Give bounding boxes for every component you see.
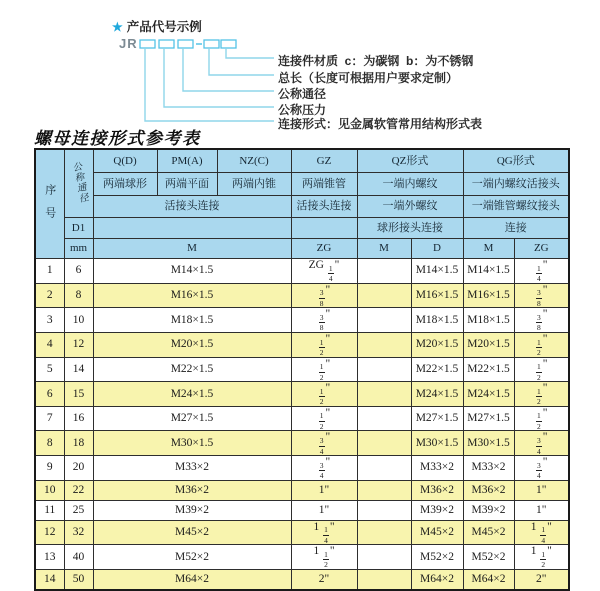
code-box-4 [204,40,219,48]
cell-m: M24×1.5 [93,382,291,407]
cell-m: M36×2 [93,480,291,500]
cell-qg-m: M24×1.5 [463,382,514,407]
cell-m: M52×2 [93,545,291,570]
header-form-qd: Q(D) [93,149,157,173]
table-row [35,357,569,382]
diagram-heading [112,17,202,35]
cell-zg: $\frac{1}{2}$ " [291,357,357,382]
cell-m: M64×2 [93,569,291,590]
header-desc-qz: 一端内螺纹 [357,173,463,196]
cell-qz-d: M39×2 [411,500,463,520]
cell-qg-m: M45×2 [463,520,514,545]
cell-seq: 5 [35,357,64,382]
header-connect: 连接 [463,218,569,239]
cell-qz-d: M33×2 [411,456,463,481]
table-row [35,382,569,407]
header-seq-no [35,149,64,259]
cell-m: M45×2 [93,520,291,545]
header-desc-gz: 两端锥管 [291,173,357,196]
cell-qg-zg: $\frac{3}{8}$ " [514,308,569,333]
table-row [35,520,569,545]
cell-dn: 8 [64,283,93,308]
cell-seq: 2 [35,283,64,308]
table-row [35,545,569,570]
cell-dn: 10 [64,308,93,333]
cell-seq: 8 [35,431,64,456]
cell-qg-m: M20×1.5 [463,332,514,357]
cell-m: M39×2 [93,500,291,520]
header-union-gz: 活接头连接 [291,196,357,218]
cell-dn: 14 [64,357,93,382]
cell-qg-zg: 2" [514,569,569,590]
cell-qz-m [357,332,411,357]
code-box-1 [140,40,155,48]
cell-qz-d: M18×1.5 [411,308,463,333]
connector-line-pressure [164,48,274,107]
cell-zg: $\frac{3}{4}$ " [291,431,357,456]
header-desc-nzc: 两端内锥 [217,173,291,196]
table-row [35,480,569,500]
header-form-nzc: NZ(C) [217,149,291,173]
header-blank-gz [291,218,357,239]
cell-dn: 50 [64,569,93,590]
cell-qg-m: M64×2 [463,569,514,590]
cell-qg-m: M16×1.5 [463,283,514,308]
header-col-qg-zg: ZG [514,239,569,259]
cell-qz-d: M64×2 [411,569,463,590]
table-row [35,259,569,284]
cell-dn: 6 [64,259,93,284]
cell-seq: 10 [35,480,64,500]
cell-dn: 32 [64,520,93,545]
cell-qz-d: M24×1.5 [411,382,463,407]
header-row-descriptions [35,173,569,196]
cell-zg: $\frac{1}{2}$ " [291,382,357,407]
header-col-qg-m: M [463,239,514,259]
cell-qg-zg: $\frac{1}{2}$ " [514,406,569,431]
header-col-qz-d: D [411,239,463,259]
cell-seq: 12 [35,520,64,545]
cell-qg-zg: $\frac{3}{4}$ " [514,456,569,481]
cell-m: M30×1.5 [93,431,291,456]
cell-zg: 2" [291,569,357,590]
cell-seq: 14 [35,569,64,590]
table-title: 螺母连接形式参考表 [34,129,201,148]
table-row [35,431,569,456]
cell-qg-m: M30×1.5 [463,431,514,456]
cell-qz-m [357,406,411,431]
cell-m: M22×1.5 [93,357,291,382]
cell-dn: 22 [64,480,93,500]
cell-qg-zg: 1 $\frac{1}{2}$ " [514,545,569,570]
cell-zg: $\frac{3}{4}$ " [291,456,357,481]
header-row-forms [35,149,569,173]
callout-length: 总长（长度可根据用户要求定制） [278,71,459,85]
cell-qz-d: M30×1.5 [411,431,463,456]
header-form-gz: GZ [291,149,357,173]
header-form-pma: PM(A) [157,149,217,173]
cell-zg: 1 $\frac{1}{2}$ " [291,545,357,570]
cell-qg-zg: $\frac{3}{4}$ " [514,431,569,456]
cell-qz-d: M20×1.5 [411,332,463,357]
header-form-qz: QZ形式 [357,149,463,173]
cell-zg: 1" [291,500,357,520]
cell-dn: 15 [64,382,93,407]
cell-seq: 1 [35,259,64,284]
cell-m: M18×1.5 [93,308,291,333]
cell-qz-m [357,259,411,284]
header-d1: D1 [64,218,93,239]
cell-qz-m [357,382,411,407]
cell-qz-m [357,500,411,520]
header-form-qg: QG形式 [463,149,569,173]
cell-seq: 11 [35,500,64,520]
header-col-m: M [93,239,291,259]
header-desc-qd: 两端球形 [93,173,157,196]
cell-qz-m [357,569,411,590]
callout-material: 连接件材质 c：为碳钢 b：为不锈钢 [278,54,474,68]
header-mm: mm [64,239,93,259]
cell-qz-m [357,456,411,481]
cell-qg-m: M18×1.5 [463,308,514,333]
cell-qg-zg: $\frac{1}{4}$ " [514,259,569,284]
cell-m: M16×1.5 [93,283,291,308]
cell-qg-m: M36×2 [463,480,514,500]
cell-qz-d: M22×1.5 [411,357,463,382]
cell-zg: $\frac{1}{2}$ " [291,332,357,357]
table-row [35,308,569,333]
header-blank-left [93,218,291,239]
cell-m: M27×1.5 [93,406,291,431]
table-row [35,456,569,481]
table-row [35,406,569,431]
cell-dn: 16 [64,406,93,431]
cell-dn: 12 [64,332,93,357]
header-col-zg: ZG [291,239,357,259]
cell-dn: 40 [64,545,93,570]
table-row [35,332,569,357]
cell-dn: 18 [64,431,93,456]
seq-no-label: 序号 [43,184,56,231]
header-row-units [35,239,569,259]
code-box-5 [221,40,236,48]
cell-zg: ZG $\frac{1}{4}$ " [291,259,357,284]
connector-line-diameter [183,48,274,91]
cell-qg-zg: $\frac{1}{2}$ " [514,332,569,357]
cell-seq: 13 [35,545,64,570]
header-nominal-diameter [64,149,93,218]
cell-qg-zg: $\frac{1}{2}$ " [514,382,569,407]
cell-qz-m [357,308,411,333]
cell-qg-m: M22×1.5 [463,357,514,382]
header-row-connection [35,196,569,218]
cell-zg: 1" [291,480,357,500]
code-box-2 [159,40,174,48]
callout-pressure: 公称压力 [278,103,327,117]
cell-qz-d: M27×1.5 [411,406,463,431]
cell-qg-m: M52×2 [463,545,514,570]
table-row [35,500,569,520]
table-row [35,283,569,308]
nut-connection-table [34,148,570,591]
cell-zg: $\frac{3}{8}$ " [291,308,357,333]
code-box-3 [178,40,193,48]
cell-m: M14×1.5 [93,259,291,284]
cell-qg-m: M14×1.5 [463,259,514,284]
header-desc-qg: 一端内螺纹活接头 [463,173,569,196]
cell-qz-d: M36×2 [411,480,463,500]
code-prefix: JR [119,36,138,51]
cell-qz-d: M14×1.5 [411,259,463,284]
product-code-diagram [0,0,600,132]
header-ball-joint: 球形接头连接 [357,218,463,239]
cell-dn: 20 [64,456,93,481]
cell-qz-m [357,480,411,500]
cell-qg-zg: 1" [514,500,569,520]
nominal-diameter-label: 公称通径 [69,161,89,205]
cell-seq: 9 [35,456,64,481]
header-col-qz-m: M [357,239,411,259]
cell-dn: 25 [64,500,93,520]
cell-qz-m [357,431,411,456]
cell-qg-zg: 1" [514,480,569,500]
cell-seq: 4 [35,332,64,357]
cell-qg-m: M39×2 [463,500,514,520]
cell-m: M33×2 [93,456,291,481]
cell-seq: 3 [35,308,64,333]
cell-zg: $\frac{1}{2}$ " [291,406,357,431]
connector-line-length [209,48,274,75]
header-row-joint [35,218,569,239]
callout-diameter: 公称通径 [278,87,327,101]
cell-zg: 1 $\frac{1}{4}$ " [291,520,357,545]
cell-qg-m: M27×1.5 [463,406,514,431]
cell-qz-m [357,357,411,382]
diagram-heading-text: 产品代号示例 [126,20,202,34]
cell-qg-zg: $\frac{1}{2}$ " [514,357,569,382]
table-row [35,569,569,590]
connector-line-material [226,48,274,58]
cell-qz-m [357,545,411,570]
cell-qg-zg: $\frac{3}{8}$ " [514,283,569,308]
cell-zg: $\frac{3}{8}$ " [291,283,357,308]
cell-qz-d: M16×1.5 [411,283,463,308]
cell-qg-m: M33×2 [463,456,514,481]
header-taper-thread-joint: 一端锥管螺纹接头 [463,196,569,218]
star-icon: ★ [112,20,123,34]
cell-qz-m [357,520,411,545]
header-desc-pma: 两端平面 [157,173,217,196]
callout-connection-form: 连接形式：见金属软管常用结构形式表 [278,117,483,131]
cell-qz-m [357,283,411,308]
cell-qg-zg: 1 $\frac{1}{4}$ " [514,520,569,545]
cell-seq: 7 [35,406,64,431]
cell-m: M20×1.5 [93,332,291,357]
header-external-thread: 一端外螺纹 [357,196,463,218]
cell-seq: 6 [35,382,64,407]
header-union-left: 活接头连接 [93,196,291,218]
cell-qz-d: M52×2 [411,545,463,570]
cell-qz-d: M45×2 [411,520,463,545]
